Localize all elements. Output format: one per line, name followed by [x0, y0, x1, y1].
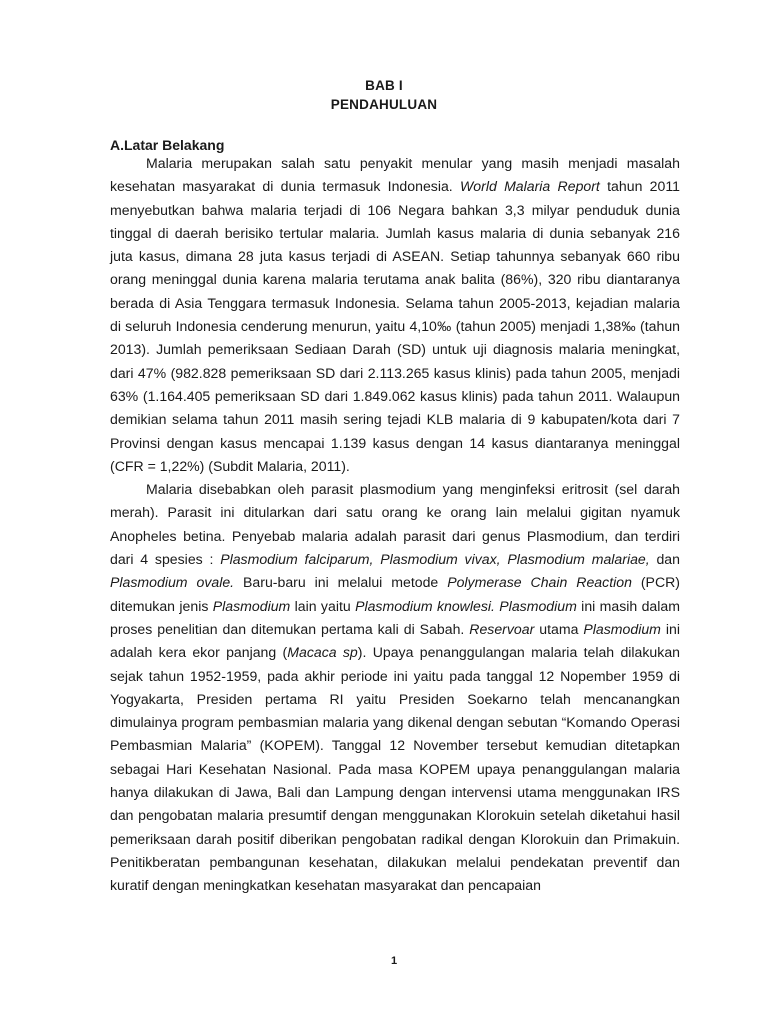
paragraph-1 [110, 152, 680, 478]
text-run: ini adalah kera ekor panjang ( [110, 620, 680, 661]
page-number: 1 [390, 955, 398, 967]
text-run: dan [649, 551, 680, 568]
text-run: (PCR) ditemukan jenis [110, 574, 680, 614]
section-title: A.Latar Belakang [110, 137, 225, 153]
body-text [110, 152, 680, 898]
text-run: tahun 2011 menyebutkan bahwa malaria terjadi di 106 Negara bahkan 3,3 milyar penduduk dunia tinggal di daerah berisiko tertular malaria. Jumlah kasus malaria di dunia sebanyak 216 juta kasus, dimana 28 juta kasus terjadi di ASEAN. Setiap tahunnya sebanyak 660 ribu orang meninggal dunia karena malaria terutama anak balita (86%), 320 ribu diantaranya berada di Asia Tenggara termasuk Indonesia. Selama tahun 2005-2013, kejadian malaria di seluruh Indonesia cenderung menurun, yaitu 4,10‰ (tahun 2005) menjadi 1,38‰ (tahun 2013). Jumlah pemeriksaan Sediaan Darah (SD) untuk uji diagnosis malaria meningkat, dari 47% (982.828 pemeriksaan SD dari 2.113.265 kasus klinis) pada tahun 2005, menjadi 63% (1.164.405 pemeriksaan SD dari 1.849.062 kasus klinis) pada tahun 2011. Walaupun demikian selama tahun 2011 masih sering tejadi KLB malaria di 9 kabupaten/kota dari 7 Provinsi dengan kasus mencapai 1.139 kasus dengan 14 kasus diantaranya meninggal (CFR = 1,22%) (Subdit Malaria, 2011). [110, 178, 680, 474]
italic-text: Plasmodium [583, 620, 661, 637]
text-run: ini masih dalam proses penelitian dan ditemukan pertama kali di Sabah. [110, 597, 680, 637]
text-run: Baru-baru ini melalui metode [234, 574, 448, 591]
italic-text: Reservoar [469, 620, 535, 637]
italic-text: World Malaria Report [459, 178, 600, 195]
text-run: lain yaitu [290, 597, 356, 614]
text-run: Malaria merupakan salah satu penyakit menular yang masih menjadi masalah kesehatan masyarakat di dunia termasuk Indonesia. [110, 155, 680, 195]
italic-text: Plasmodium falciparum, Plasmodium vivax, Plasmodium malariae, [220, 551, 650, 568]
text-run: utama [534, 620, 584, 637]
italic-text: Macaca sp [287, 644, 358, 661]
italic-text: Plasmodium ovale. [110, 574, 235, 591]
paragraph-2 [110, 478, 680, 897]
chapter-label: BAB I [365, 78, 403, 93]
text-run: ). Upaya penanggulangan malaria telah dilakukan sejak tahun 1952-1959, pada akhir periode ini yaitu pada tanggal 12 Nopember 1959 di Yogyakarta, Presiden pertama RI yaitu Presiden Soekarno telah mencanangkan dimulainya program pembasmian malaria yang dikenal dengan sebutan “Komando Operasi Pembasmian Malaria” (KOPEM). Tanggal 12 November tersebut kemudian ditetapkan sebagai Hari Kesehatan Nasional. Pada masa KOPEM upaya penanggulangan malaria hanya dilakukan di Jawa, Bali dan Lampung dengan intervensi utama menggunakan IRS dan pengobatan malaria presumtif dengan menggunakan Klorokuin setelah diketahui hasil pemeriksaan darah positif diberikan pengobatan radikal dengan Klorokuin dan Primakuin. Penitikberatan pembangunan kesehatan, dilakukan melalui pendekatan preventif dan kuratif dengan meningkatkan kesehatan masyarakat dan pencapaian [110, 644, 680, 894]
text-run: Malaria disebabkan oleh parasit plasmodium yang menginfeksi eritrosit (sel darah merah). Parasit ini ditularkan dari satu orang ke orang lain melalui gigitan nyamuk Anopheles betina. Penyebab malaria adalah parasit dari genus Plasmodium, dan terdiri dari 4 spesies : [110, 481, 680, 568]
italic-text: Plasmodium [212, 597, 291, 614]
italic-text: Polymerase Chain Reaction [447, 574, 632, 591]
italic-text: Plasmodium knowlesi. Plasmodium [355, 597, 577, 614]
chapter-title: PENDAHULUAN [330, 97, 438, 112]
